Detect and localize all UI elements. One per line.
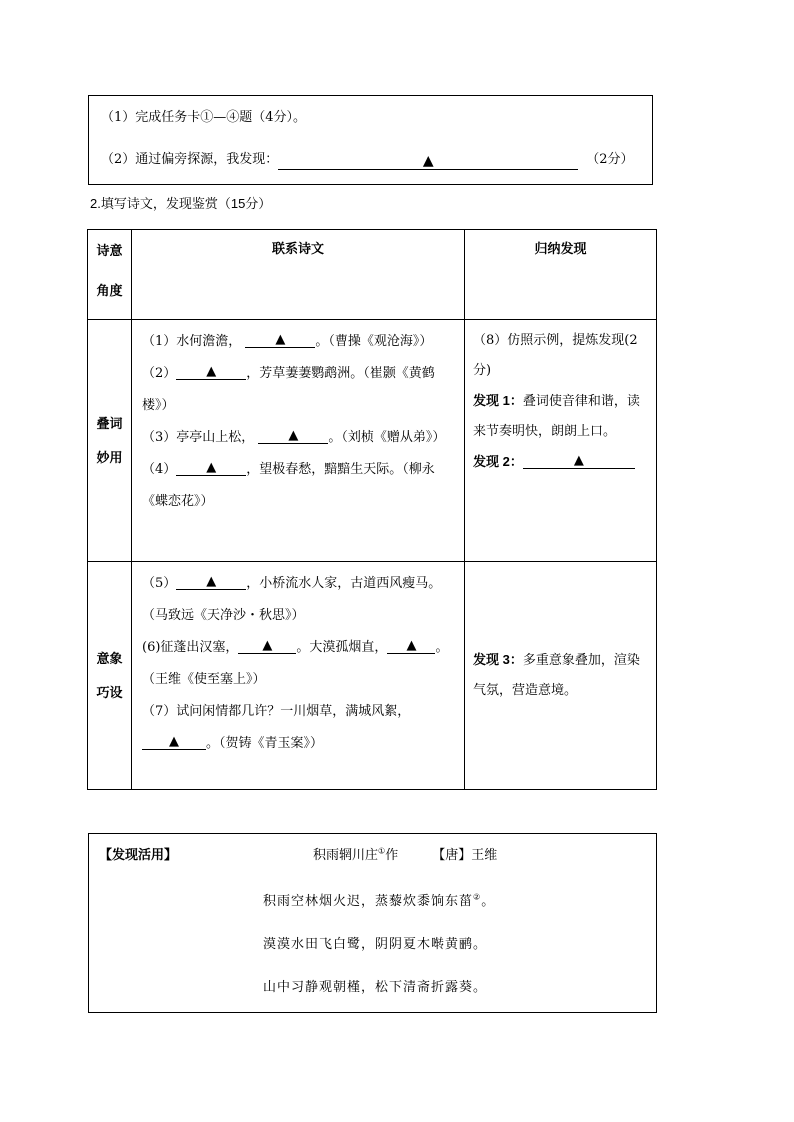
finding-1-text: 叠词使音律和谐，读来节奏明快，朗朗上口。	[473, 394, 640, 439]
triangle-marker-icon: ▲	[206, 574, 217, 589]
item-5-suffix: ，小桥流水人家，古道西风瘦马。（马致远《天净沙・秋思》）	[142, 576, 442, 623]
answer-blank[interactable]	[176, 365, 246, 380]
poem-item-1	[142, 326, 456, 358]
findings-imagery	[465, 562, 657, 790]
item-4-prefix: （4）	[142, 462, 177, 477]
poem-title-suffix: 作	[385, 848, 399, 863]
answer-blank[interactable]	[523, 454, 635, 469]
apply-box	[88, 833, 657, 1013]
finding-3-label: 发现 3：	[473, 652, 523, 667]
finding-3-text: 多重意象叠加，渲染气氛，营造意境。	[473, 653, 640, 698]
task-line-1: （1）完成任务卡①—④题（4分）。	[101, 110, 307, 125]
poem-item-4	[142, 454, 456, 518]
poems-imagery	[132, 562, 465, 790]
header-angle-line1: 诗意	[96, 243, 123, 258]
header-row	[88, 230, 657, 320]
item-2-suffix: ，芳草萋萋鹦鹉洲。（崔颢《黄鹤楼》）	[142, 366, 435, 413]
task-8: （8）仿照示例，提炼发现(2分)	[473, 333, 638, 378]
verse-1-end: 。	[481, 894, 496, 909]
item-2-prefix: （2）	[142, 366, 177, 381]
header-angle-line2: 角度	[96, 282, 123, 298]
footnote-1-marker[interactable]: ①	[378, 846, 386, 856]
triangle-marker-icon: ▲	[169, 734, 179, 749]
finding-3	[473, 645, 648, 706]
apply-label: 【发现活用】	[99, 847, 178, 862]
task-line-2-suffix: （2分）	[586, 152, 634, 167]
item-6-suffix: 。（王维《使至塞上》）	[142, 640, 449, 687]
poem-title: 积雨辋川庄	[313, 848, 379, 863]
finding-1	[473, 386, 648, 447]
angle-imagery-line1: 意象	[96, 650, 123, 666]
triangle-marker-icon: ▲	[422, 153, 434, 169]
footnote-2-marker[interactable]: ②	[473, 892, 482, 902]
triangle-marker-icon: ▲	[406, 638, 417, 653]
angle-reduplication-line1: 叠词	[96, 415, 123, 431]
item-7-suffix: 。（贺铸《青玉案》）	[206, 736, 324, 751]
answer-blank[interactable]	[387, 639, 435, 654]
header-poems: 联系诗文	[132, 230, 465, 320]
item-5-prefix: （5）	[142, 576, 177, 591]
task-line-2-prefix: （2）通过偏旁探源，我发现：	[101, 152, 279, 167]
poem-item-7	[142, 696, 456, 760]
item-1-suffix: 。（曹操《观沧海》）	[315, 334, 433, 349]
item-4-suffix: ，望极春愁，黯黯生天际。（柳永《蝶恋花》）	[142, 462, 435, 509]
poem-item-2	[142, 358, 456, 422]
item-7-prefix: （7）试问闲情都几许？一川烟草，满城风絮，	[142, 704, 411, 719]
triangle-marker-icon: ▲	[275, 332, 286, 347]
poem-heading	[313, 844, 497, 863]
item-1-prefix: （1）水何澹澹，	[142, 334, 242, 349]
header-findings: 归纳发现	[465, 230, 657, 320]
task-line-2	[101, 148, 634, 168]
answer-blank[interactable]	[176, 461, 246, 476]
triangle-marker-icon: ▲	[262, 638, 273, 653]
answer-blank[interactable]	[142, 735, 206, 750]
poem-item-6	[142, 632, 456, 696]
poems-reduplication	[132, 320, 465, 562]
triangle-marker-icon: ▲	[206, 460, 217, 475]
answer-blank[interactable]	[258, 429, 328, 444]
header-angle-cell	[88, 230, 132, 320]
task-box	[88, 95, 653, 185]
answer-blank[interactable]	[238, 639, 296, 654]
angle-imagery-line2: 巧设	[96, 684, 123, 700]
triangle-marker-icon: ▲	[206, 364, 217, 379]
finding-2	[473, 447, 648, 478]
poem-author: 【唐】王维	[432, 848, 498, 863]
section-title: 2.填写诗文，发现鉴赏（15分）	[90, 196, 272, 211]
verse-1-text: 积雨空林烟火迟，蒸藜炊黍饷东菑	[263, 894, 474, 909]
angle-imagery	[88, 562, 132, 790]
item-6-prefix: (6)征蓬出汉塞，	[142, 640, 239, 655]
answer-blank[interactable]	[245, 333, 315, 348]
row-imagery	[88, 562, 657, 790]
finding-1-label: 发现 1：	[473, 393, 523, 408]
answer-blank[interactable]	[176, 575, 246, 590]
item-3-suffix: 。（刘桢《赠从弟》）	[328, 430, 446, 445]
item-6-mid: 。大漠孤烟直，	[296, 640, 388, 655]
angle-reduplication	[88, 320, 132, 562]
triangle-marker-icon: ▲	[288, 428, 299, 443]
verse-3: 山中习静观朝槿，松下清斋折露葵。	[263, 980, 488, 995]
angle-reduplication-line2: 妙用	[96, 449, 123, 465]
findings-reduplication	[465, 320, 657, 562]
triangle-marker-icon: ▲	[573, 453, 584, 468]
finding-2-label: 发现 2：	[473, 454, 523, 469]
verse-1	[263, 890, 495, 909]
row-reduplication	[88, 320, 657, 562]
poetry-table	[87, 229, 657, 790]
poem-item-5	[142, 568, 456, 632]
item-3-prefix: （3）亭亭山上松，	[142, 430, 255, 445]
verse-2: 漠漠水田飞白鹭，阴阴夏木啭黄鹂。	[263, 937, 488, 952]
answer-blank[interactable]	[278, 154, 578, 170]
poem-item-3	[142, 422, 456, 454]
